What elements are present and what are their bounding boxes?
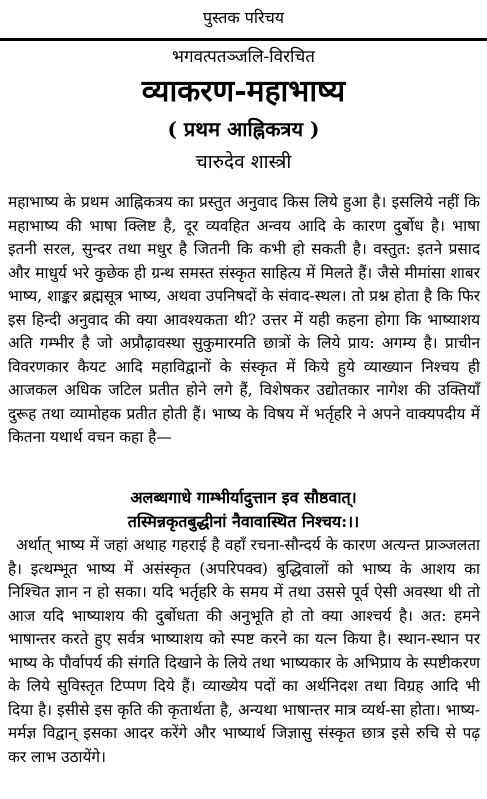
intro-paragraph: महाभाष्य के प्रथम आह्निकत्रय का प्रस्तुत अनुवाद किस लिये हुआ है। इसलिये नहीं कि महाभाष्य की भाषा क्लिष्ट है, दूर व्यवहित अन्वय आदि के कारण दुर्बोध है। भाषा इतनी सरल, सुन्दर तथा मधुर है जितनी कि कभी हो सकती है। वस्तुत: इतने प्रसाद और माधुर्य भरे कुछेक ही ग्रन्थ समस्त संस्कृत साहित्य में मिलते हैं। जैसे मीमांसा शाबर भाष्य, शाङ्कर ब्रह्मसूत्र भाष्य, अथवा उपनिषदों के संवाद-स्थल। तो प्रश्न होता है कि फिर इस हिन्दी अनुवाद की क्या आवश्यकता थी? उत्तर में यही कहना होगा कि भाष्याशय अति गम्भीर है जो अप्रौढ़ावस्था सुकुमारमति छात्रों के लिये प्राय: अगम्य है। प्राचीन विवरणकार कैयट आदि महाविद्वानों के संस्कृत में किये हुये व्याख्यान निश्चय ही आजकल अधिक जटिल प्रतीत होने लगे हैं, विशेषकर उद्योतकार नागेश की उक्तियाँ दुरूह तथा व्यामोहक प्रतीत होती हैं। भाष्य के विषय में भर्तृहरि ने अपने वाक्यपदीय में कितना यथार्थ वचन कहा है— (8, 193, 480, 446)
book-title: व्याकरण-महाभाष्य (141, 74, 346, 109)
header-rule (0, 38, 487, 41)
page-header: पुस्तक परिचय (202, 8, 285, 27)
verse-line-1: अलब्धगाधे गाम्भीर्यादुत्तान इव सौष्ठवात्। (130, 488, 357, 507)
book-author: चारुदेव शास्त्री (195, 151, 292, 173)
explanation-paragraph: अर्थात् भाष्य में जहां अथाह गहराई है वहाँ रचना-सौन्दर्य के कारण अत्यन्त प्राञ्जलता है। इत्थम्भूत भाष्य में असंस्कृत (अपरिपक्व) बुद्धिवालों को भाष्य के आशय का निश्चित ज्ञान न हो सका। यदि भर्तृहरि के समय में तथा उससे पूर्व ऐसी अवस्था थी तो आज यदि भाष्याशय की दुर्बोधता की अनुभूति हो तो क्या आश्चर्य है। अत: हमने भाषान्तर करते हुए सर्वत्र भाष्याशय को स्पष्ट करने का यत्न किया है। स्थान-स्थान पर भाष्य के पौर्वापर्य की संगति दिखाने के लिये तथा भाष्यकार के अभिप्राय के स्पष्टीकरण के लिये सुविस्तृत टिप्पण दिये हैं। व्याख्येय पदों का अर्थनिदश तथा विग्रह आदि भी दिया है। इसीसे इस कृति की कृतार्थता है, अन्यथा भाषान्तर मात्र व्यर्थ-सा होता। भाष्य-मर्मज्ञ विद्वान् इसका आदर करेंगे और भाष्यार्थ जिज्ञासु संस्कृत छात्र इसे रुचि से पढ़ कर लाभ उठायेंगे। (8, 536, 480, 766)
verse-line-2: तस्मिन्नकृतबुद्धीनां नैवावास्थित निश्चय:।। (127, 512, 360, 531)
book-volume-note: ( प्रथम आह्निकत्रय ) (167, 117, 320, 141)
book-subtitle: भगवत्पतञ्जलि-विरचित (172, 47, 315, 67)
